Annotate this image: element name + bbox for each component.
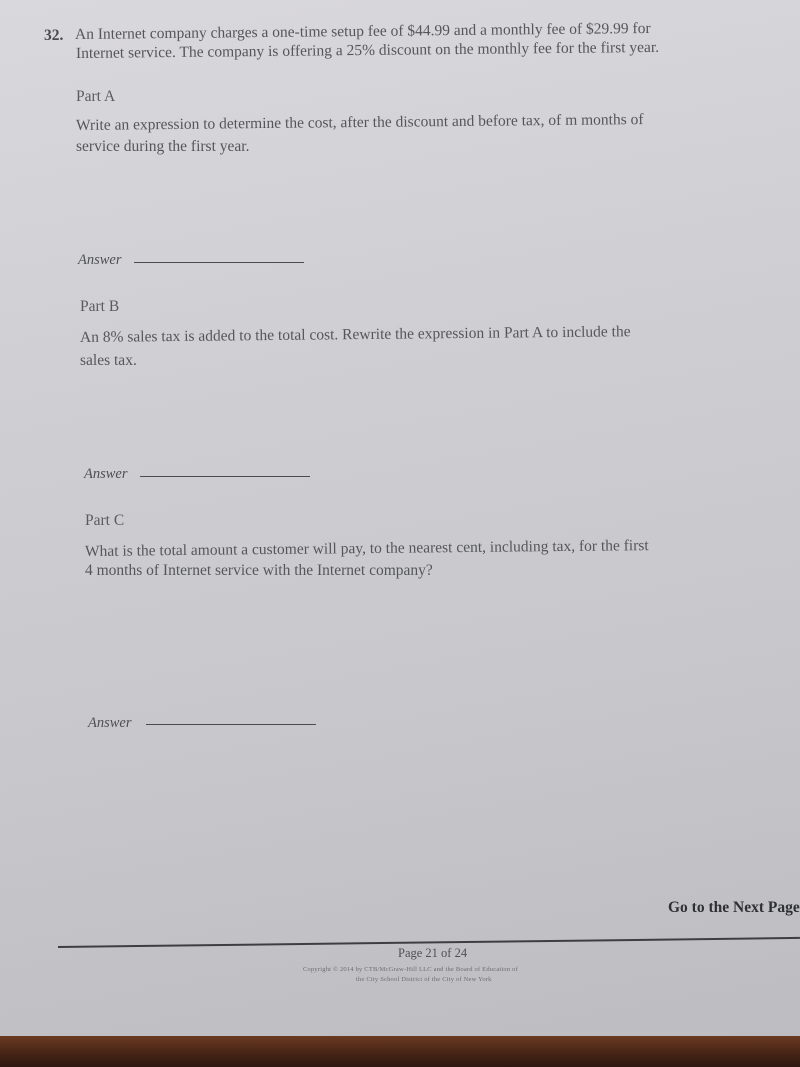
- part-a-answer-line[interactable]: [134, 262, 304, 263]
- part-b-text-line-2: sales tax.: [80, 352, 137, 369]
- part-c-heading: Part C: [85, 512, 125, 529]
- question-number: 32.: [44, 27, 64, 44]
- desk-surface: [0, 1036, 800, 1067]
- part-c-answer-line[interactable]: [146, 724, 316, 725]
- part-b-answer-line[interactable]: [140, 476, 310, 477]
- copyright-line-1: Copyright © 2014 by CTB/McGraw-Hill LLC and the Board of Education of: [303, 966, 518, 973]
- part-a-answer-label: Answer: [78, 252, 122, 268]
- question-text-line-1: An Internet company charges a one-time setup fee of $44.99 and a monthly fee of $29.99 for: [74, 19, 651, 43]
- part-a-heading: Part A: [76, 88, 116, 105]
- next-page-label: Go to the Next Page: [668, 899, 800, 916]
- part-c-text-line-1: What is the total amount a customer will pay, to the nearest cent, including tax, for the first: [84, 537, 649, 560]
- part-b-heading: Part B: [80, 298, 120, 315]
- part-a-text-line-2: service during the first year.: [76, 138, 250, 155]
- part-b-answer-label: Answer: [84, 466, 128, 482]
- part-b-text-line-1: An 8% sales tax is added to the total cost. Rewrite the expression in Part A to include the: [79, 323, 631, 346]
- page-number: Page 21 of 24: [398, 946, 468, 960]
- part-c-answer-label: Answer: [88, 715, 132, 731]
- copyright-line-2: the City School District of the City of New York: [356, 976, 492, 983]
- question-text-line-2: Internet service. The company is offering a 25% discount on the monthly fee for the first year.: [75, 38, 660, 62]
- part-c-text-line-2: 4 months of Internet service with the Internet company?: [85, 562, 433, 579]
- part-a-text-line-1: Write an expression to determine the cost, after the discount and before tax, of m months of: [75, 111, 644, 134]
